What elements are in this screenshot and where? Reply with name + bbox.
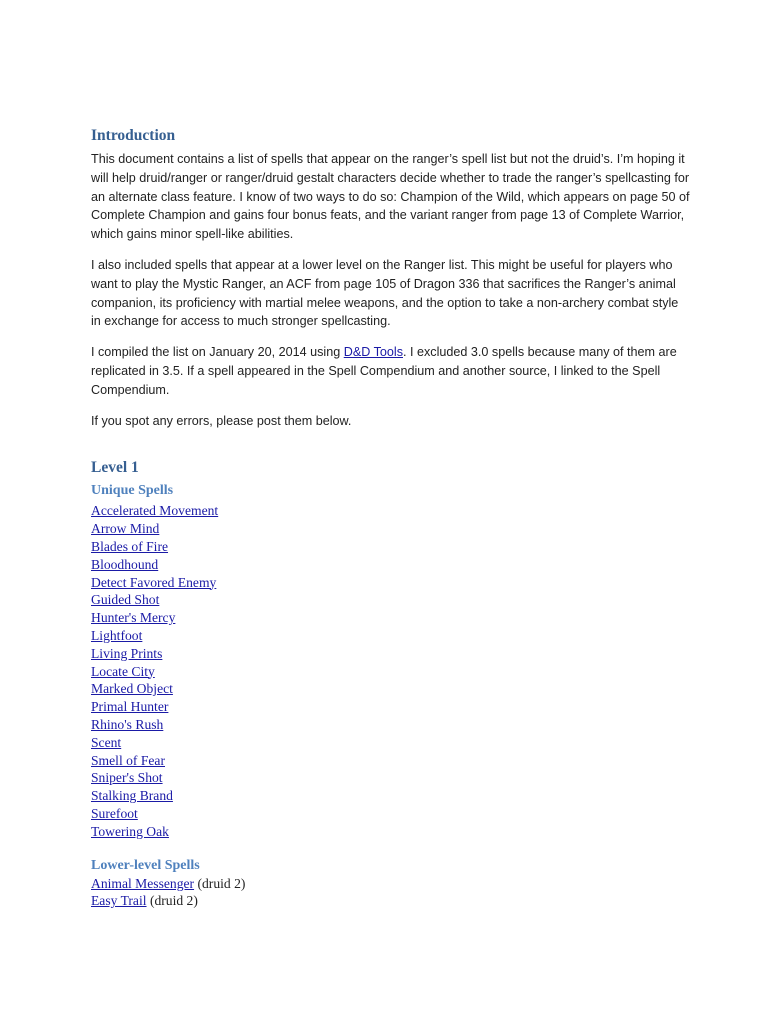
spell-list-item xyxy=(91,502,691,520)
spell-link[interactable]: Surefoot xyxy=(91,805,138,821)
spell-list-item xyxy=(91,716,691,734)
spell-link[interactable]: Accelerated Movement xyxy=(91,503,219,519)
spell-list-item xyxy=(91,787,691,805)
spell-link[interactable]: Locate City xyxy=(91,663,155,679)
spell-link[interactable]: Sniper's Shot xyxy=(91,770,163,786)
spell-list-item xyxy=(91,769,691,787)
spell-link[interactable]: Animal Messenger xyxy=(91,875,195,891)
spell-list-item xyxy=(91,627,691,645)
unique-spells-heading: Unique Spells xyxy=(91,483,174,499)
spell-list-item xyxy=(91,680,691,698)
intro-paragraph-3-end: . I excluded 3.0 spells because many of them are replicated in 3.5. If a spell appeared in the Spell Compendium and another source, I linked to the Spell Compendium. xyxy=(91,345,677,397)
spell-list-item xyxy=(91,574,691,592)
introduction-heading: Introduction xyxy=(91,127,176,144)
dnd-tools-link[interactable]: D&D Tools xyxy=(343,345,403,360)
intro-paragraph-2: I also included spells that appear at a lower level on the Ranger list. This might be useful for players who want to play the Mystic Ranger, an ACF from page 105 of Dragon 336 that sacrifices the Ranger’s animal companion, its proficiency with martial melee weapons, and the option to take a non-archery combat style in exchange for access to much stronger spellcasting. xyxy=(91,257,679,329)
spell-link[interactable]: Bloodhound xyxy=(91,556,159,572)
lower-level-spells-heading: Lower-level Spells xyxy=(91,857,200,873)
spell-link[interactable]: Stalking Brand xyxy=(91,788,173,804)
spell-link[interactable]: Detect Favored Enemy xyxy=(91,574,217,590)
intro-paragraph-4: If you spot any errors, please post them below. xyxy=(91,413,352,428)
spell-link[interactable]: Living Prints xyxy=(91,645,163,661)
spell-link[interactable]: Guided Shot xyxy=(91,592,160,608)
spell-level-note: (druid 2) xyxy=(149,893,198,909)
spell-list-item xyxy=(91,538,691,556)
spell-list-item xyxy=(91,805,691,823)
spell-list-item xyxy=(91,520,691,538)
spell-link[interactable]: Hunter's Mercy xyxy=(91,610,176,626)
spell-list-item xyxy=(91,609,691,627)
intro-paragraph-3 xyxy=(91,343,691,399)
lower-level-spells-list xyxy=(91,875,691,911)
spell-link[interactable]: Easy Trail xyxy=(91,893,147,909)
spell-list-item xyxy=(91,556,691,574)
spell-list-item xyxy=(91,645,691,663)
spell-link[interactable]: Scent xyxy=(91,734,122,750)
spell-link[interactable]: Lightfoot xyxy=(91,627,143,643)
spell-link[interactable]: Arrow Mind xyxy=(91,521,160,537)
spell-list-item xyxy=(91,875,691,893)
spell-link[interactable]: Smell of Fear xyxy=(91,752,165,768)
unique-spells-list xyxy=(91,502,691,840)
document-page xyxy=(91,124,691,910)
spell-link[interactable]: Primal Hunter xyxy=(91,699,169,715)
spell-link[interactable]: Towering Oak xyxy=(91,823,169,839)
spell-list-item xyxy=(91,892,691,910)
intro-paragraph-3-start: I compiled the list on January 20, 2014 using xyxy=(91,345,344,360)
spell-list-item xyxy=(91,591,691,609)
spell-link[interactable]: Blades of Fire xyxy=(91,538,169,554)
spell-level-note: (druid 2) xyxy=(197,875,246,891)
spell-link[interactable]: Marked Object xyxy=(91,681,173,697)
spell-list-item xyxy=(91,734,691,752)
intro-paragraph-1: This document contains a list of spells that appear on the ranger’s spell list but not the druid’s. I’m hoping it will help druid/ranger or ranger/druid gestalt characters decide whether to trade the ranger’s spellcasting for an alternate class feature. I know of two ways to do so: Champion of the Wild, which appears on page 50 of Complete Champion and gains four bonus feats, and the variant ranger from page 13 of Complete Warrior, which gains minor spell-like abilities. xyxy=(91,152,690,242)
spell-list-item xyxy=(91,752,691,770)
spell-list-item xyxy=(91,823,691,841)
level-1-heading: Level 1 xyxy=(91,459,139,477)
spell-list-item xyxy=(91,663,691,681)
spell-link[interactable]: Rhino's Rush xyxy=(91,716,164,732)
spell-list-item xyxy=(91,698,691,716)
